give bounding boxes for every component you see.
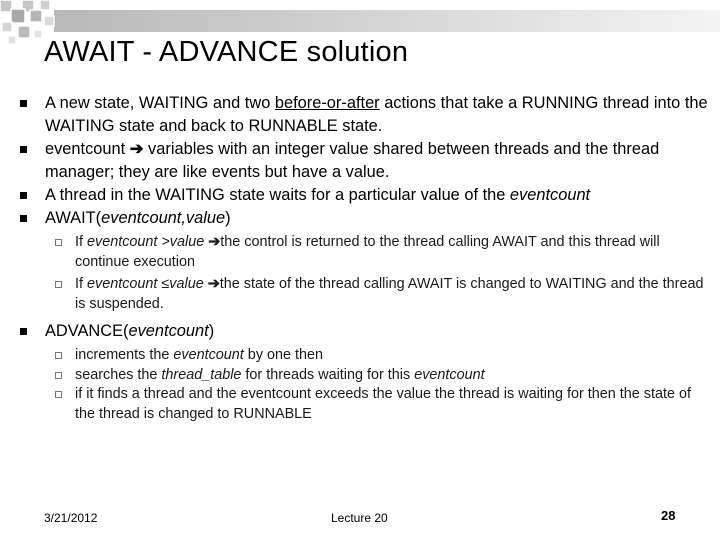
square-bullet-icon (20, 146, 27, 153)
sub-bullet-item (20, 233, 712, 272)
bullet-text: A thread in the WAITING state waits for a particular value of the (45, 186, 510, 204)
header-band (54, 10, 720, 32)
sub-bullet-item (20, 385, 712, 424)
sub-bullet-item (20, 346, 712, 366)
sub-bullet-text: for threads waiting for this (241, 366, 415, 383)
bullet-text: variables with an integer value shared between threads and the thread manager; they are like events but have a value. (45, 140, 660, 181)
bullet-text: actions that take a RUNNING thread into the WAITING state and back to RUNNABLE state. (45, 94, 708, 135)
square-bullet-icon (20, 328, 27, 335)
arrow-icon: ➔ (208, 234, 221, 250)
sub-bullet-text: If (75, 276, 87, 292)
bullet-text: AWAIT( (45, 209, 102, 227)
italic-term: eventcount (509, 186, 591, 204)
bullet-text: eventcount (45, 140, 126, 158)
italic-term: eventcount >value (87, 234, 205, 250)
sub-bullet-item (20, 366, 712, 386)
bullet-text: A new state, WAITING and two (45, 94, 275, 112)
bullet-text: ) (225, 209, 231, 227)
italic-term: eventcount,value (101, 209, 226, 227)
hollow-square-bullet-icon (55, 239, 62, 246)
italic-term: eventcount (414, 366, 485, 383)
square-bullet-icon (20, 100, 27, 107)
hollow-square-bullet-icon (55, 391, 62, 398)
hollow-square-bullet-icon (55, 372, 62, 379)
bullet-text: ) (208, 322, 215, 340)
square-bullet-icon (20, 215, 27, 222)
bullet-text: ADVANCE( (45, 322, 129, 340)
bullet-item-5 (20, 320, 712, 343)
sub-bullet-text: the state of the thread calling AWAIT is changed to WAITING and the thread is suspended. (75, 276, 704, 312)
hollow-square-bullet-icon (55, 281, 62, 288)
sub-bullet-text: by one then (243, 347, 324, 363)
sub-bullet-text: increments the (75, 347, 174, 363)
bullet-item-1 (20, 92, 712, 138)
italic-term: eventcount (173, 347, 244, 363)
italic-term: thread_table (161, 366, 242, 383)
sub-bullet-text: if it finds a thread and the eventcount exceeds the value the thread is waiting for then the state of the thread is changed to RUNNABLE (75, 386, 691, 422)
bullet-item-2 (20, 138, 712, 184)
arrow-icon: ➔ (129, 140, 144, 158)
arrow-icon: ➔ (207, 276, 220, 292)
footer-lecture: Lecture 20 (331, 511, 388, 525)
square-bullet-icon (20, 192, 27, 199)
hollow-square-bullet-icon (55, 352, 62, 359)
bullet-item-3 (20, 184, 712, 207)
slide-number: 28 (661, 508, 676, 523)
slide-title: AWAIT - ADVANCE solution (44, 36, 409, 68)
bullet-list (20, 92, 712, 424)
sub-bullet-text: If (75, 234, 87, 250)
underlined-term: before-or-after (274, 94, 380, 112)
sub-bullet-item (20, 275, 712, 314)
sub-bullet-text: the control is returned to the thread calling AWAIT and this thread will continue execution (75, 234, 660, 270)
italic-term: eventcount ≤value (87, 276, 204, 292)
bullet-item-4 (20, 207, 712, 230)
footer-date: 3/21/2012 (44, 511, 98, 525)
italic-term: eventcount (128, 322, 209, 340)
sub-bullet-text: searches the (75, 366, 162, 383)
